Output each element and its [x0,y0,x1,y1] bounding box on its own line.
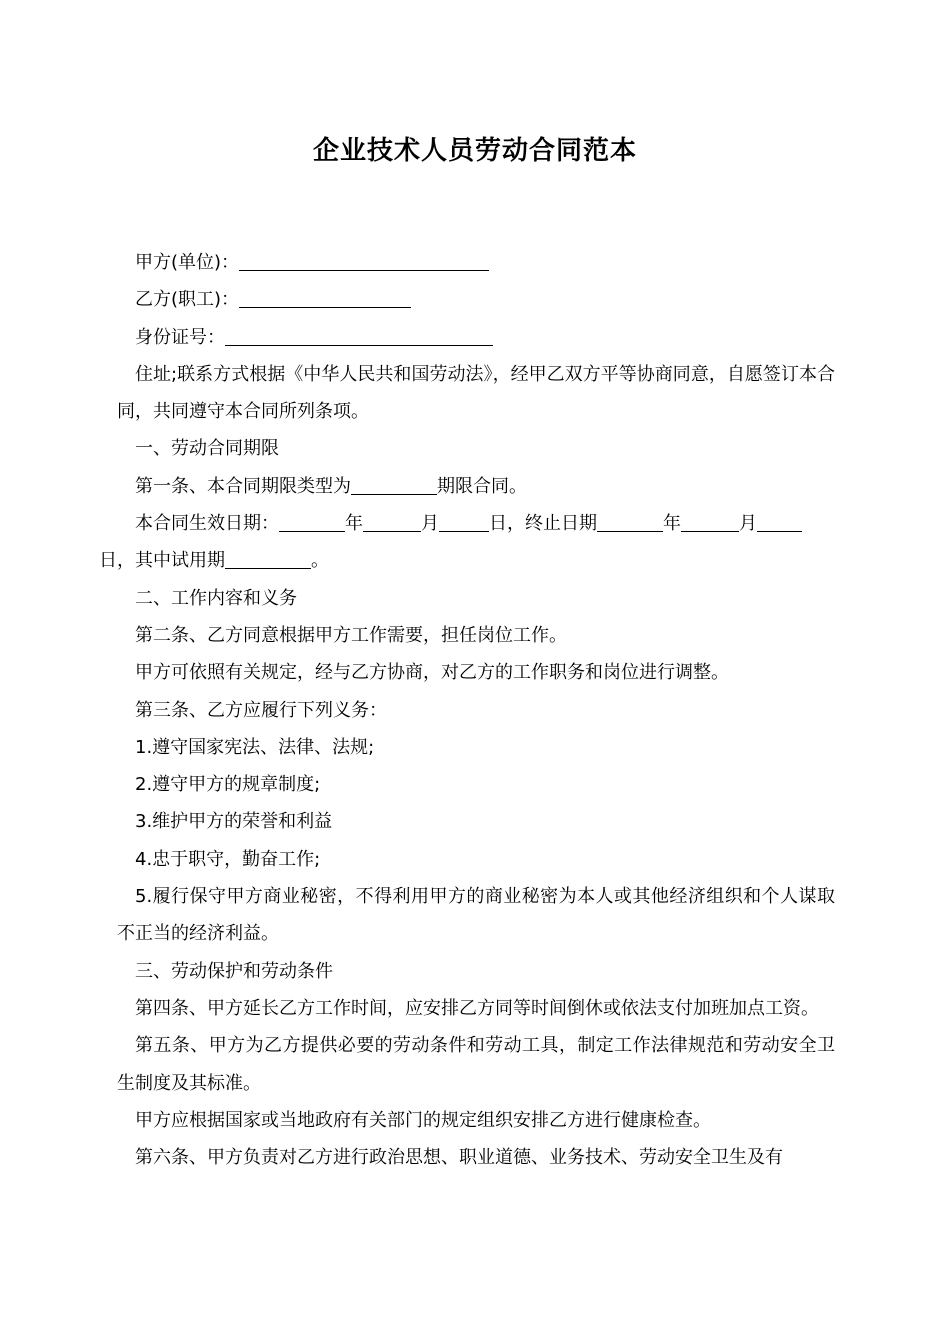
end-month-blank [681,511,739,532]
article-1-text: 第一条、本合同期限类型为 [135,475,351,497]
start-day-blank [439,511,489,532]
article-1 [117,468,835,505]
year-label: 年 [345,513,363,535]
article-4: 第四条、甲方延长乙方工作时间，应安排乙方同等时间倒休或依法支付加班加点工资。 [135,997,819,1019]
effective-date-label: 本合同生效日期： [135,513,279,535]
id-number-blank [225,325,493,346]
obligation-item-1: 1.遵守国家宪法、法律、法规; [135,736,375,758]
obligation-item-5: 5.履行保守甲方商业秘密，不得利用甲方的商业秘密为本人或其他经济组织和个人谋取不正当的经济利益。 [117,886,835,945]
section-heading-2: 二、工作内容和义务 [135,587,297,609]
party-b-label: 乙方(职工)： [135,289,240,311]
year-label-2: 年 [663,513,681,535]
party-a-line [117,244,835,281]
obligation-item-4: 4.忠于职守，勤奋工作; [135,848,321,870]
start-month-blank [363,511,421,532]
adjustment-paragraph: 甲方可依照有关规定，经与乙方协商，对乙方的工作职务和岗位进行调整。 [135,662,729,684]
period-mark: 。 [311,550,329,572]
health-check-paragraph: 甲方应根据国家或当地政府有关部门的规定组织安排乙方进行健康检查。 [135,1109,711,1131]
article-1-suffix: 期限合同。 [437,475,527,497]
obligation-item-2: 2.遵守甲方的规章制度; [135,774,321,796]
article-6: 第六条、甲方负责对乙方进行政治思想、职业道德、业务技术、劳动安全卫生及有 [135,1147,783,1169]
document-title: 企业技术人员劳动合同范本 [312,136,637,166]
end-date-label: 日，终止日期 [489,513,597,535]
section-heading-3: 三、劳动保护和劳动条件 [135,960,333,982]
trial-period-blank [225,548,311,569]
month-label: 月 [421,513,439,535]
party-a-blank [239,250,489,271]
trial-period-label: 日，其中试用期 [99,550,225,572]
effective-date-line [99,505,835,580]
party-b-blank [239,287,411,308]
party-b-line [117,281,835,318]
start-year-blank [279,511,345,532]
contract-type-blank [351,474,437,495]
end-day-blank [757,511,802,532]
article-2: 第二条、乙方同意根据甲方工作需要，担任岗位工作。 [135,624,567,646]
article-5: 第五条、甲方为乙方提供必要的劳动条件和劳动工具，制定工作法律规范和劳动安全卫生制度及其标准。 [117,1035,835,1094]
month-label-2: 月 [739,513,757,535]
obligation-item-3: 3.维护甲方的荣誉和利益 [135,811,333,833]
document-body [99,244,835,1176]
address-paragraph: 住址;联系方式根据《中华人民共和国劳动法》，经甲乙双方平等协商同意，自愿签订本合同，共同遵守本合同所列条项。 [117,363,835,423]
article-3: 第三条、乙方应履行下列义务： [135,699,387,721]
end-year-blank [597,511,663,532]
section-heading-1: 一、劳动合同期限 [135,438,279,460]
party-a-label: 甲方(单位)： [135,252,240,273]
id-number-line [117,319,835,356]
id-number-label: 身份证号： [135,326,225,348]
